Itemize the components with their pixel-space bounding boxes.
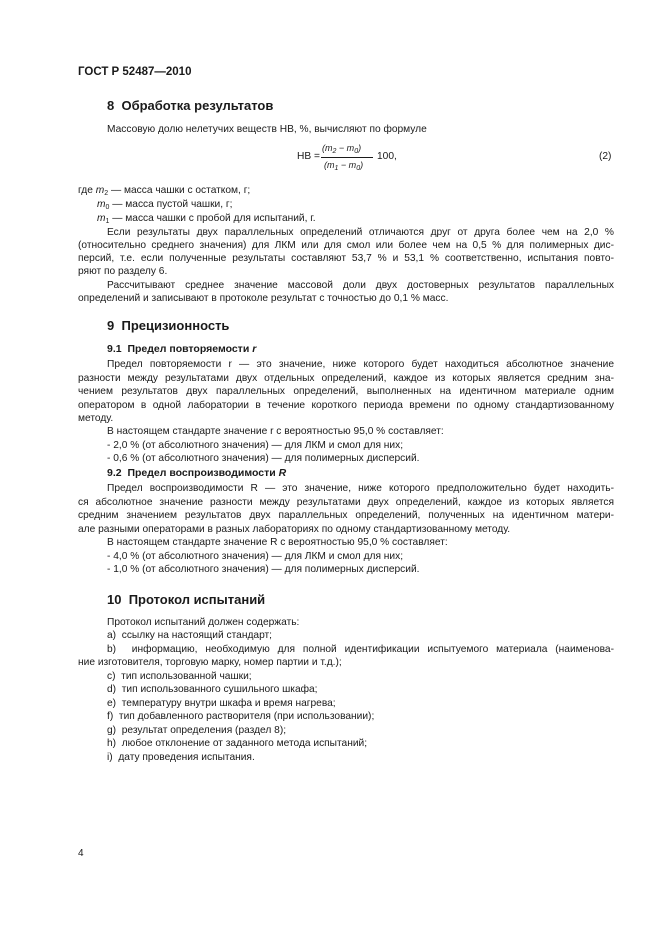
subsection-9-1-heading: 9.1 Предел повторяемости r [107,343,257,355]
list-item-continuation: ние изготовителя, торговую марку, номер партии и т.д.); [78,657,342,668]
list-item: e) температуру внутри шкафа и время нагрева; [107,698,336,709]
equation-number: (2) [599,151,612,162]
list-item: f) тип добавленного растворителя (при использовании); [107,711,375,722]
paragraph-line: але разными операторами в разных лабораториях по одному стандартизованному методу. [78,524,511,535]
section-9-heading [107,318,229,333]
document-header: ГОСТ Р 52487—2010 [78,66,192,78]
list-item: - 2,0 % (от абсолютного значения) — для ЛКМ и смол для них; [107,440,404,451]
paragraph-line: разности между результатами двух отдельных определений, каждое из которых является средним зна- [78,373,614,384]
list-item: - 0,6 % (от абсолютного значения) — для полимерных дисперсий. [107,453,420,464]
where-line-m0: $m_0$ — масса пустой чашки, г; [97,199,233,211]
section-8-heading [107,98,273,113]
formula-lhs: НВ = [297,151,320,162]
formula-multiplier: 100, [377,151,397,162]
paragraph-line: ряют по разделу 6. [78,266,168,277]
paragraph-line: Предел воспроизводимости R — это значение, ниже которого предположительно будет находить- [107,483,614,494]
list-item: d) тип использованного сушильного шкафа; [107,684,318,695]
subsection-9-2-heading: 9.2 Предел воспроизводимости R [107,467,287,479]
list-item: g) результат определения (раздел 8); [107,725,287,736]
paragraph-line: чением результатов двух параллельных определений, выполненных на идентичном материале одним [78,386,614,397]
where-line-m2: где $m_2$ — масса чашки с остатком, г; [78,185,251,197]
section-10-heading [107,592,265,607]
paragraph-line: Если результаты двух параллельных определений отличаются друг от друга более чем на 2,0 % [107,227,614,238]
paragraph-line: В настоящем стандарте значение r с вероятностью 95,0 % составляет: [107,426,444,437]
section-number: 10 [107,592,122,607]
formula-denominator: $(m_1 - m_0)$ [324,160,364,172]
paragraph-line: Протокол испытаний должен содержать: [107,617,300,628]
list-item: b) информацию, необходимую для полной идентификации испытуемого материала (наименова- [107,644,614,655]
fraction-bar [321,157,373,158]
formula-intro: Массовую долю нелетучих веществ НВ, %, вычисляют по формуле [107,124,427,135]
paragraph-line: В настоящем стандарте значение R с вероятностью 95,0 % составляет: [107,537,448,548]
where-line-m1: $m_1$ — масса чашки с пробой для испытаний, г. [97,213,316,225]
list-item: c) тип использованной чашки; [107,671,252,682]
paragraph-line: определений и записывают в протоколе результат с точностью до 0,1 % масс. [78,293,449,304]
paragraph-line: Предел повторяемости r — это значение, ниже которого будет находиться абсолютное значение [107,359,614,370]
section-title: Прецизионность [121,318,230,333]
section-number: 9 [107,318,115,333]
list-item: a) ссылку на настоящий стандарт; [107,630,273,641]
paragraph-line: персий, т.е. если полученные результаты составляют 53,7 % и 53,1 % соответственно, испытания повто- [78,253,614,264]
paragraph-line: методу. [78,413,114,424]
paragraph-line: средним значением результатов двух параллельных определений, полученных на идентичном матери- [78,510,614,521]
paragraph-line: ся абсолютное значение разности между результатами двух определений, каждое из которых является [78,497,614,508]
list-item: - 4,0 % (от абсолютного значения) — для ЛКМ и смол для них; [107,551,404,562]
paragraph-line: (относительно среднего значения) для ЛКМ или для смол или более чем на 0,5 % для полимерных дис- [78,240,614,251]
section-number: 8 [107,98,115,113]
list-item: - 1,0 % (от абсолютного значения) — для полимерных дисперсий. [107,564,420,575]
formula-numerator: $(m_2 - m_0)$ [322,143,362,155]
section-title: Обработка результатов [121,98,274,113]
list-item: i) дату проведения испытания. [107,752,255,763]
section-title: Протокол испытаний [128,592,266,607]
list-item: h) любое отклонение от заданного метода испытаний; [107,738,368,749]
page-number: 4 [78,848,84,859]
paragraph-line: оператором в одной лаборатории в течение короткого периода времени по одному стандартизованному [78,400,614,411]
paragraph-line: Рассчитывают среднее значение массовой доли двух достоверных результатов параллельных [107,280,614,291]
